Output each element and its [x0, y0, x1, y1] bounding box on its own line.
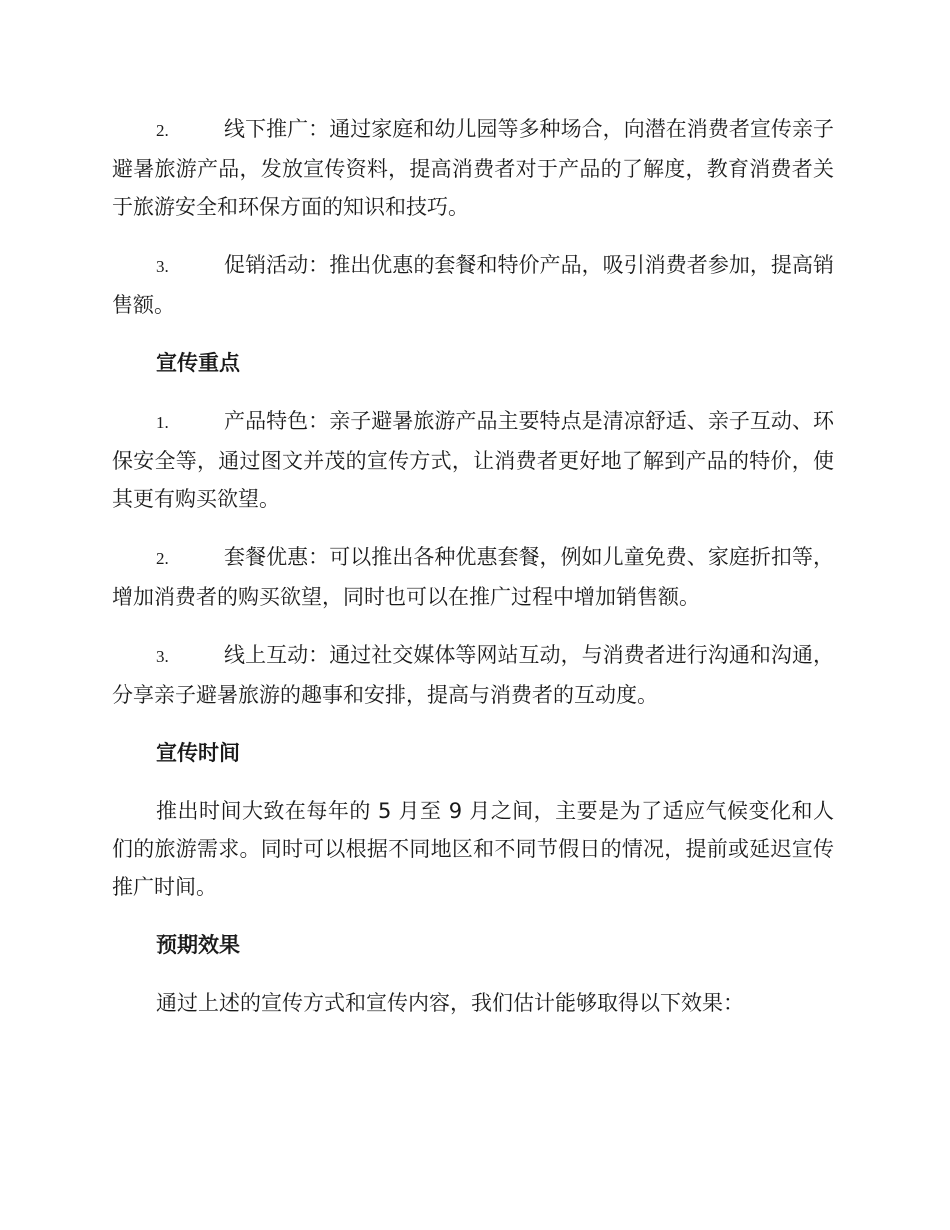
list-number: 2.: [156, 549, 169, 568]
list-number: 1.: [156, 413, 169, 432]
list-item-text: 促销活动：推出优惠的套餐和特价产品，吸引消费者参加，提高销售额。: [112, 253, 834, 317]
document-page: [112, 110, 834, 1042]
list-item-sales-promo: [112, 246, 834, 324]
paragraph-time: 推出时间大致在每年的 5 月至 9 月之间，主要是为了适应气候变化和人们的旅游需求。同时可以根据不同地区和不同节假日的情况，提前或延迟宣传推广时间。: [112, 799, 834, 899]
list-item-offline-promo: [112, 110, 834, 226]
paragraph-effect: 通过上述的宣传方式和宣传内容，我们估计能够取得以下效果：: [156, 991, 744, 1015]
list-number: 3.: [156, 257, 169, 276]
list-number: 3.: [156, 647, 169, 666]
list-item-text: 线上互动：通过社交媒体等网站互动，与消费者进行沟通和沟通，分享亲子避暑旅游的趣事和安排，提高与消费者的互动度。: [112, 643, 834, 707]
list-item-text: 产品特色：亲子避暑旅游产品主要特点是清凉舒适、亲子互动、环保安全等，通过图文并茂的宣传方式，让消费者更好地了解到产品的特价，使其更有购买欲望。: [112, 409, 834, 511]
list-item-package-discounts: [112, 538, 834, 616]
list-item-product-features: [112, 402, 834, 518]
list-number: 2.: [156, 121, 169, 140]
section-heading-focus: 宣传重点: [156, 351, 240, 375]
list-item-online-interaction: [112, 636, 834, 714]
section-heading-time: 宣传时间: [156, 741, 240, 765]
list-item-text: 线下推广：通过家庭和幼儿园等多种场合，向潜在消费者宣传亲子避暑旅游产品，发放宣传资料，提高消费者对于产品的了解度，教育消费者关于旅游安全和环保方面的知识和技巧。: [112, 117, 834, 219]
section-heading-effect: 预期效果: [156, 933, 240, 957]
list-item-text: 套餐优惠：可以推出各种优惠套餐，例如儿童免费、家庭折扣等，增加消费者的购买欲望，同时也可以在推广过程中增加销售额。: [112, 545, 834, 609]
